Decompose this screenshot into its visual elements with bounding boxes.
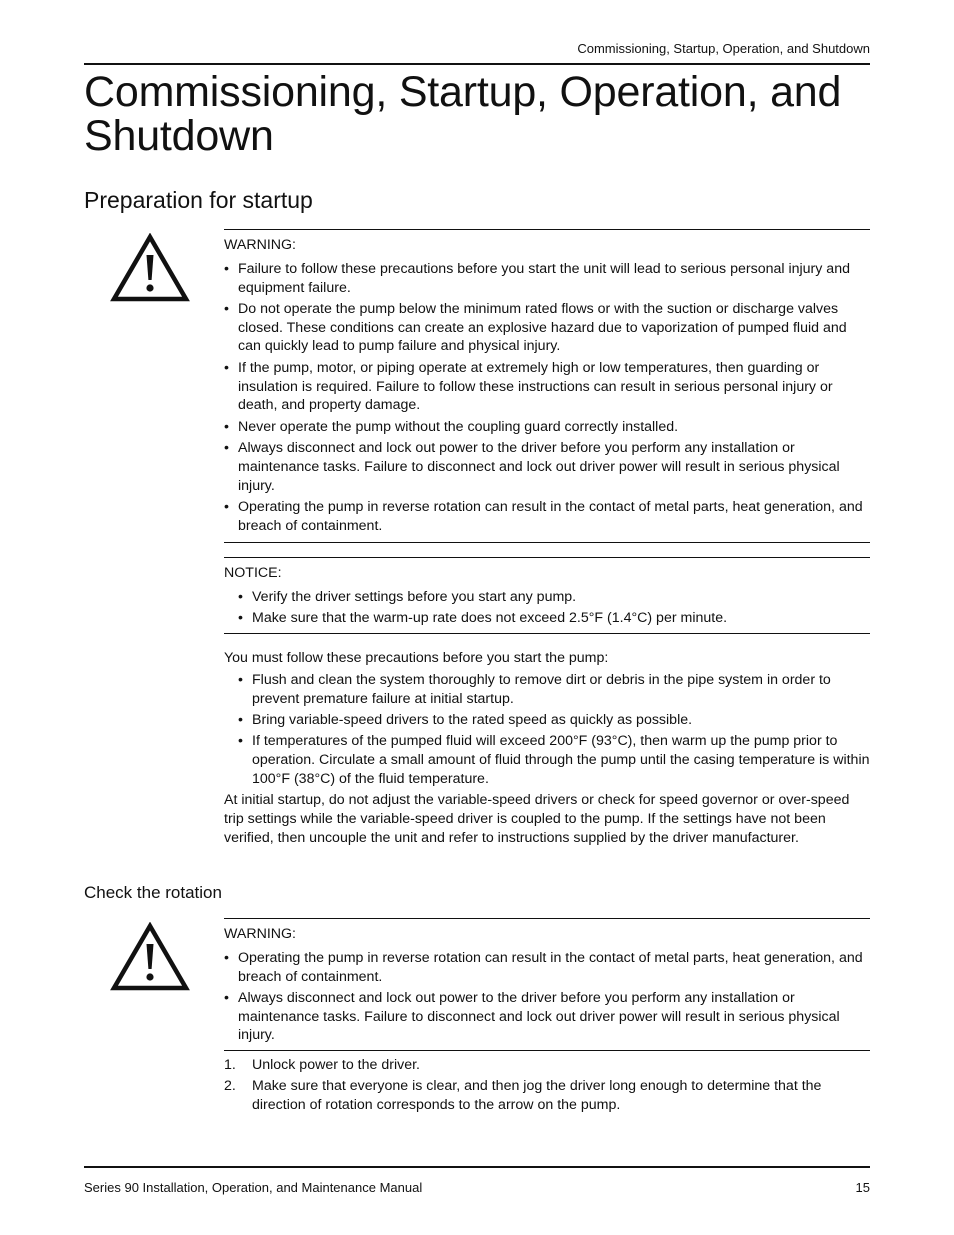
list-item: • Do not operate the pump below the minimum rated flows or with the suction or discharge valves closed. These conditions can create an explosive hazard due to vaporization of pumped fluid and can quickly lead to pump failure and physical injury.	[224, 300, 870, 356]
step-number: 2.	[224, 1078, 236, 1095]
list-item: • If the pump, motor, or piping operate at extremely high or low temperatures, then guarding or insulation is required. Failure to follow these instructions can result in serious personal injury or death, and property damage.	[224, 359, 870, 415]
warning-box-rotation	[224, 918, 870, 1051]
warning-label: WARNING:	[224, 926, 296, 942]
list-item: • Verify the driver settings before you start any pump.	[238, 588, 870, 607]
list-item: • Always disconnect and lock out power to the driver before you perform any installation or maintenance tasks. Failure to disconnect and lock out driver power will result in serious physical injury.	[224, 989, 870, 1045]
running-header: Commissioning, Startup, Operation, and Shutdown	[577, 41, 870, 56]
chapter-title: Commissioning, Startup, Operation, and Shutdown	[84, 68, 842, 160]
footer-manual-title: Series 90 Installation, Operation, and Maintenance Manual	[84, 1180, 423, 1195]
list-item: • If temperatures of the pumped fluid will exceed 200°F (93°C), then warm up the pump prior to operation. Circulate a small amount of fluid through the pump until the casing temperature is within 100°F (38°C) of the fluid temperature.	[238, 732, 870, 788]
notice-list	[224, 588, 870, 628]
rotation-steps	[224, 1056, 870, 1117]
section-title: Preparation for startup	[84, 187, 313, 213]
subsection-title: Check the rotation	[84, 883, 222, 902]
list-item: • Operating the pump in reverse rotation can result in the contact of metal parts, heat generation, and breach of containment.	[224, 498, 870, 536]
precautions-intro: You must follow these precautions before you start the pump:	[224, 650, 609, 666]
list-item: • Make sure that the warm-up rate does not exceed 2.5°F (1.4°C) per minute.	[238, 609, 870, 628]
notice-label: NOTICE:	[224, 565, 282, 581]
header-rule	[84, 63, 870, 65]
step-item	[224, 1056, 870, 1075]
warning-box-startup	[224, 229, 870, 543]
step-number: 1.	[224, 1057, 236, 1073]
precautions-list	[224, 671, 870, 789]
manual-page	[84, 0, 870, 1235]
warning-list	[224, 949, 870, 1045]
notice-box	[224, 557, 870, 634]
footer-page-number: 15	[855, 1180, 870, 1195]
precautions-block	[224, 649, 870, 850]
warning-triangle-icon	[110, 233, 190, 303]
step-item	[224, 1077, 870, 1115]
list-item: • Flush and clean the system thoroughly to remove dirt or debris in the pipe system in order to prevent premature failure at initial startup.	[238, 671, 870, 709]
footer-rule	[84, 1166, 870, 1168]
list-item: • Bring variable-speed drivers to the rated speed as quickly as possible.	[238, 711, 870, 730]
step-text: Unlock power to the driver.	[252, 1057, 420, 1073]
list-item: • Never operate the pump without the coupling guard correctly installed.	[224, 418, 870, 437]
step-text: Make sure that everyone is clear, and then jog the driver long enough to determine that the direction of rotation corresponds to the arrow on the pump.	[252, 1078, 822, 1114]
steps-list	[224, 1056, 870, 1115]
warning-label: WARNING:	[224, 237, 296, 253]
warning-list	[224, 260, 870, 536]
precautions-closing: At initial startup, do not adjust the variable-speed drivers or check for speed governor or over-speed trip settings while the variable-speed driver is coupled to the pump. If the settings have not been verified, then uncouple the unit and refer to instructions supplied by the driver manufacturer.	[224, 792, 850, 846]
warning-triangle-icon	[110, 922, 190, 992]
list-item: • Operating the pump in reverse rotation can result in the contact of metal parts, heat generation, and breach of containment.	[224, 949, 870, 987]
list-item: • Failure to follow these precautions before you start the unit will lead to serious personal injury and equipment failure.	[224, 260, 870, 298]
list-item: • Always disconnect and lock out power to the driver before you perform any installation or maintenance tasks. Failure to disconnect and lock out driver power will result in serious physical injury.	[224, 439, 870, 495]
